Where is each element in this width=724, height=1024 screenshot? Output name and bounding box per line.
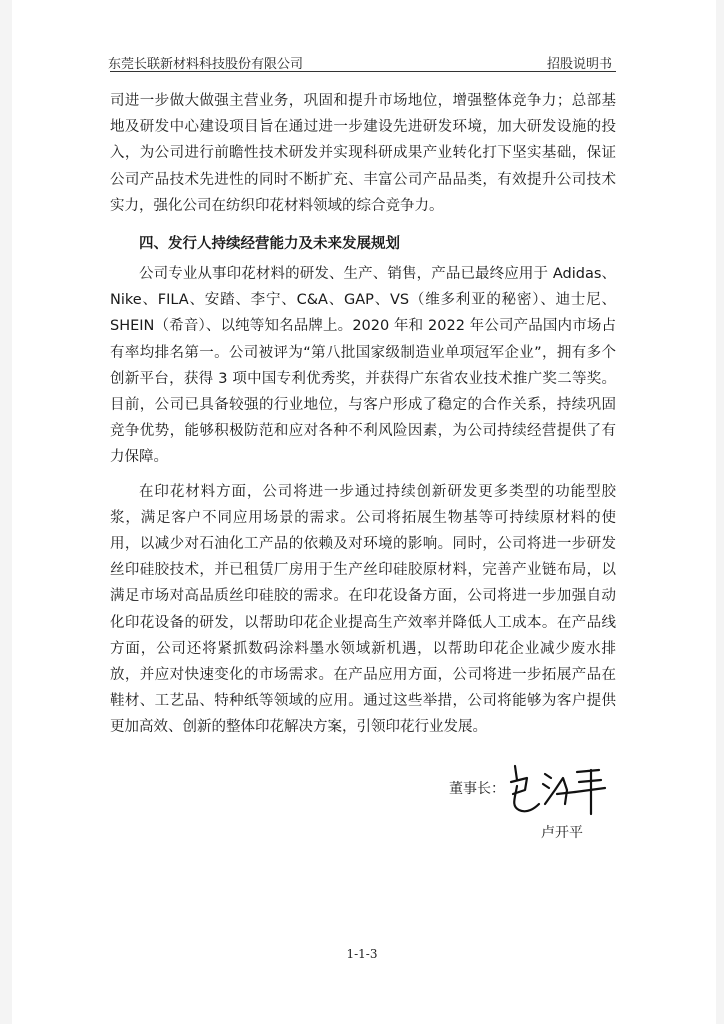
page-header [96,51,616,71]
header-company-name: 东莞长联新材料科技股份有限公司 [108,57,304,72]
chairman-name: 卢开平 [541,825,583,841]
page-number: 1-1-3 [346,947,378,961]
header-rule [110,71,616,72]
section-heading: 四、发行人持续经营能力及未来发展规划 [139,236,400,253]
paragraph-plans: 在印花材料方面，公司将进一步通过持续创新研发更多类型的功能型胶浆，满足客户不同应用场景的需求。公司将拓展生物基等可持续原材料的使用，以减少对石油化工产品的依赖及对环境的影响。同时，公司将进一步研发丝印硅胶技术，并已租赁厂房用于生产丝印硅胶原材料，完善产业链布局，以满足市场对高品质丝印硅胶的需求。在印花设备方面，公司将进一步加强自动化印花设备的研发，以帮助印花企业提高生产效率并降低人工成本。在产品线方面，公司还将紧抓数码涂料墨水领域新机遇，以帮助印花企业减少废水排放，并应对快速变化的市场需求。在产品应用方面，公司将进一步拓展产品在鞋材、工艺品、特种纸等领域的应用。通过这些举措，公司将能够为客户提供更加高效、创新的整体印花解决方案，引领印花行业发展。 [110,483,616,736]
document-body [110,88,616,741]
continued-paragraph: 司进一步做大做强主营业务，巩固和提升市场地位，增强整体竞争力；总部基地及研发中心建设项目旨在通过进一步建设先进研发环境，加大研发设施的投入，为公司进行前瞻性技术研发并实现科研成果产业转化打下坚实基础，保证公司产品技术先进性的同时不断扩充、丰富公司产品品类，有效提升公司技术实力，强化公司在纺织印花材料领域的综合竞争力。 [110,93,616,214]
chairman-label: 董事长： [449,781,505,797]
paragraph-business: 公司专业从事印花材料的研发、生产、销售，产品已最终应用于 Adidas、Nike、FILA、安踏、李宁、C&A、GAP、VS（维多利亚的秘密）、迪士尼、SHEIN（希音）、以纯等知名品牌上。2020 年和 2022 年公司产品国内市场占有率均排名第一。公司被评为“第八批国家级制造业单项冠军企业”，拥有多个创新平台，获得 3 项中国专利优秀奖，并获得广东省农业技术推广奖二等奖。目前，公司已具备较强的行业地位，与客户形成了稳定的合作关系，持续巩固竞争优势，能够积极防范和应对各种不利风险因素，为公司持续经营提供了有力保障。 [110,266,616,466]
handwritten-signature [505,760,615,816]
header-document-type: 招股说明书 [546,57,612,72]
